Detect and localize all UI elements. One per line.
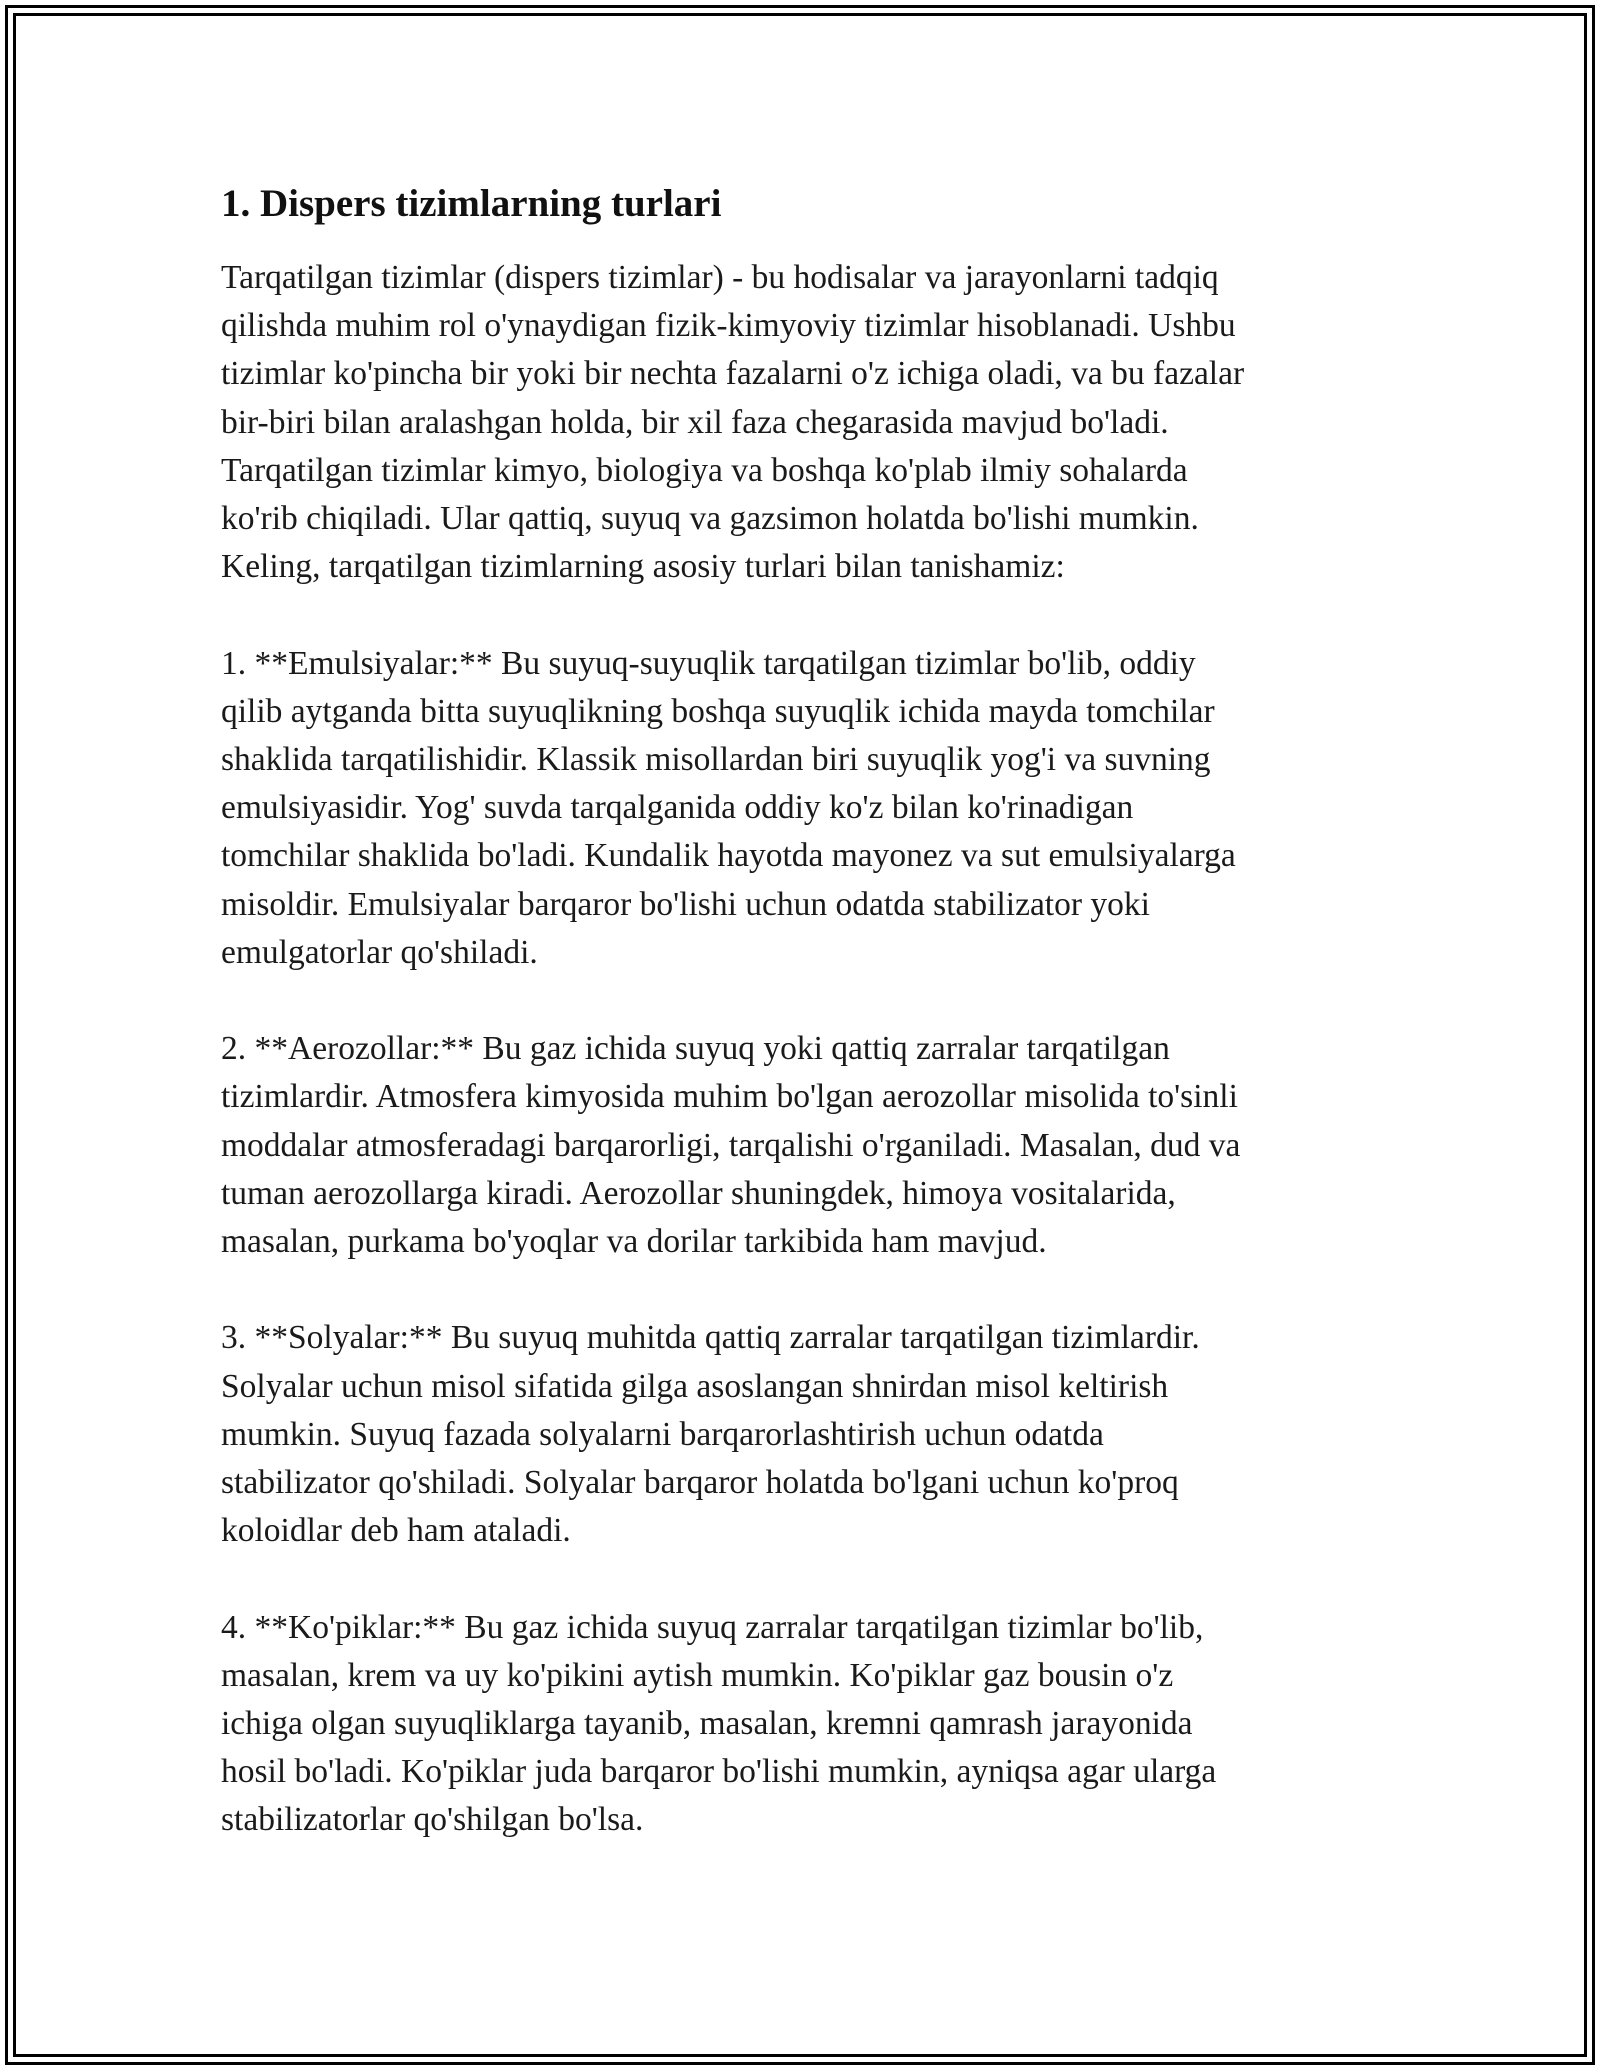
- intro-paragraph: Tarqatilgan tizimlar (dispers tizimlar) - bu hodisalar va jarayonlarni tadqiq qilishda muhim rol o'ynaydigan fizik-kimyoviy tizimlar hisoblanadi. Ushbu tizimlar ko'pincha bir yoki bir nechta fazalarni o'z ichiga oladi, va bu fazalar bir-biri bilan aralashgan holda, bir xil faza chegarasida mavjud bo'ladi. Tarqatilgan tizimlar kimyo, biologiya va boshqa ko'plab ilmiy sohalarda ko'rib chiqiladi. Ular qattiq, suyuq va gazsimon holatda bo'lishi mumkin. Keling, tarqatilgan tizimlarning asosiy turlari bilan tanishamiz:: [221, 259, 1245, 586]
- emulsions-paragraph: 1. **Emulsiyalar:** Bu suyuq-suyuqlik tarqatilgan tizimlar bo'lib, oddiy qilib aytganda bitta suyuqlikning boshqa suyuqlik ichida mayda tomchilar shaklida tarqatilishidir. Klassik misollardan biri suyuqlik yog'i va suvning emulsiyasidir. Yog' suvda tarqalganida oddiy ko'z bilan ko'rinadigan tomchilar shaklida bo'ladi. Kundalik hayotda mayonez va sut emulsiyalarga misoldir. Emulsiyalar barqaror bo'lishi uchun odatda stabilizator yoki emulgatorlar qo'shiladi.: [221, 644, 1236, 971]
- aerosols-paragraph: 2. **Aerozollar:** Bu gaz ichida suyuq yoki qattiq zarralar tarqatilgan tizimlardir. Atmosfera kimyosida muhim bo'lgan aerozollar misolida to'sinli moddalar atmosferadagi barqarorligi, tarqalishi o'rganiladi. Masalan, dud va tuman aerozollarga kiradi. Aerozollar shuningdek, himoya vositalarida, masalan, purkama bo'yoqlar va dorilar tarkibida ham mavjud.: [221, 1030, 1241, 1261]
- foams-paragraph: 4. **Ko'piklar:** Bu gaz ichida suyuq zarralar tarqatilgan tizimlar bo'lib, masalan, krem va uy ko'pikini aytish mumkin. Ko'piklar gaz bousin o'z ichiga olgan suyuqliklarga tayanib, masalan, kremni qamrash jarayonida hosil bo'ladi. Ko'piklar juda barqaror bo'lishi mumkin, ayniqsa agar ularga stabilizatorlar qo'shilgan bo'lsa.: [221, 1608, 1217, 1839]
- sols-paragraph: 3. **Solyalar:** Bu suyuq muhitda qattiq zarralar tarqatilgan tizimlardir. Solyalar uchun misol sifatida gilga asoslangan shnirdan misol keltirish mumkin. Suyuq fazada solyalarni barqarorlashtirish uchun odatda stabilizator qo'shiladi. Solyalar barqaror holatda bo'lgani uchun ko'proq koloidlar deb ham ataladi.: [221, 1319, 1200, 1550]
- section-title: 1. Dispers tizimlarning turlari: [221, 182, 722, 225]
- document-body: [221, 180, 1371, 1845]
